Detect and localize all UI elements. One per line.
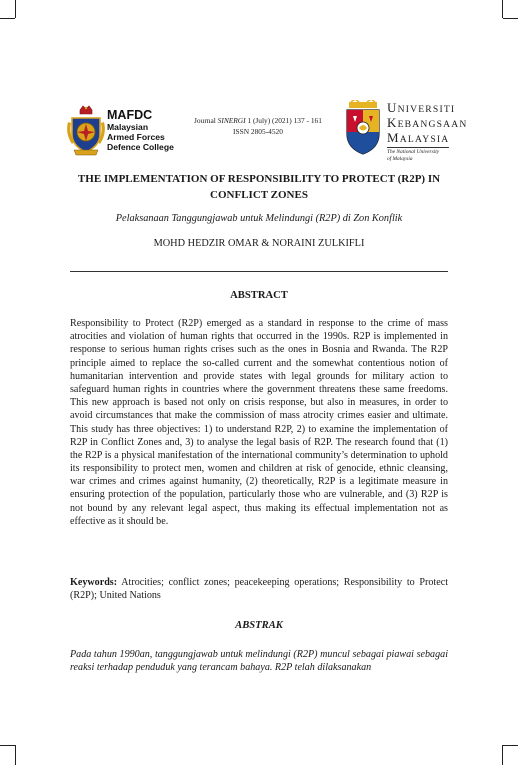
mafdc-crest-icon <box>66 104 106 156</box>
crop-mark <box>0 745 15 746</box>
abstract-text: of the international community’s determination to uphold its responsibility to protect <box>70 449 448 475</box>
abstract-heading: ABSTRACT <box>230 290 288 301</box>
mafdc-line: Armed Forces <box>107 132 165 143</box>
abstract-text: in response to serious human rights crises such as the ones in Bosnia and Rwanda. The <box>70 331 448 356</box>
abstrak-body <box>70 648 448 675</box>
journal-citation <box>178 116 338 137</box>
abstract-text: notion of humanitarian intervention and provide states with legal grounds for military <box>70 357 449 382</box>
abstract-text: R2P principle aimed to replace the so-called current and the somewhat contentious <box>70 344 449 369</box>
journal-issn: ISSN 2805-4520 <box>233 126 283 136</box>
journal-prefix: Journal <box>194 116 218 125</box>
crop-mark <box>503 745 518 746</box>
abstract-text: 2) to examine the implementation of R2P in Conflict Zones and, 3) to analyse the <box>70 423 448 448</box>
paper-subtitle: Pelaksanaan Tanggungjawab untuk Melindungi (R2P) di Zon Konflik <box>115 213 403 224</box>
abstract-text: against humanity, (2) theoretically, R2P is a legitimate measure in ensuring protection <box>70 476 448 501</box>
crop-mark <box>15 745 16 765</box>
paper-title <box>60 172 458 203</box>
abstract-text: crimes easier and ultimate. This study has three objectives: 1) to understand R2P, <box>70 410 448 435</box>
abstract-text: atrocities and violation of human rights that occurred in the 1990s. R2P is implemented <box>70 331 437 343</box>
abstract-body <box>70 317 448 528</box>
keywords-text: Atrocities; conflict zones; peacekeeping operations; Responsibility to Protect (R2P); United Nations <box>70 577 448 602</box>
abstract-text: action to safeguard human rights in countries where the government threatens these <box>70 370 448 395</box>
abstract-text: legal basis of R2P. The research found that (1) the R2P is a physical manifestation <box>70 436 448 461</box>
journal-name: SINERGI <box>217 116 246 125</box>
abstrak-text: sebagai reaksi terhadap penduduk yang terancam bahaya. R2P telah dilaksanakan <box>70 649 448 674</box>
keywords-label: Keywords: <box>70 577 118 588</box>
abstract-text: Responsibility to Protect (R2P) emerged as a standard in response to the crime of mass <box>70 318 448 329</box>
paper-title-line: CONFLICT ZONES <box>210 188 308 201</box>
paper-title-line: THE IMPLEMENTATION OF RESPONSIBILITY TO PROTECT (R2P) IN <box>77 173 441 185</box>
ukm-wordmark <box>387 102 468 162</box>
abstrak-text: Pada tahun 1990an, tanggungjawab untuk melindungi (R2P) muncul sebagai piawai <box>70 649 414 660</box>
mafdc-line: Malaysian <box>107 122 149 132</box>
crop-mark <box>502 745 503 765</box>
journal-suffix: 1 (July) (2021) 137 - 161 <box>245 116 322 125</box>
ukm-word: KEBANGSAAN <box>387 114 468 130</box>
abstract-text: measures, in order to avoid circumstances that make the commission of mass atrocity <box>70 397 449 422</box>
mafdc-line: Defence College <box>107 142 174 153</box>
abstract-text: of the population, particularly those who are vulnerable, and (3) R2P is not bound by <box>70 489 448 514</box>
abstract-text: same freedoms. This new approach is based not only on crisis response, but also in <box>70 383 448 409</box>
ukm-crest-icon <box>343 100 383 156</box>
paper-authors: MOHD HEDZIR OMAR & NORAINI ZULKIFLI <box>153 238 365 249</box>
ukm-tagline: The National University of Malaysia <box>387 147 449 162</box>
abstract-text: any relevant legal aspect, thus making its effectual implementation not as effective as <box>70 502 448 527</box>
ukm-word: UNIVERSITI <box>387 100 456 115</box>
ukm-word: MALAYSIA <box>387 129 450 145</box>
mafdc-abbr: MAFDC <box>107 108 153 122</box>
page-header <box>0 0 518 170</box>
abstrak-heading: ABSTRAK <box>235 620 283 631</box>
mafdc-wordmark <box>107 108 174 153</box>
keywords <box>70 576 448 602</box>
abstract-text: it should be. <box>118 515 169 527</box>
abstract-text: men, women and children at risk of genocide, ethnic cleansing, war crimes and crimes <box>70 463 448 488</box>
divider <box>70 271 448 272</box>
